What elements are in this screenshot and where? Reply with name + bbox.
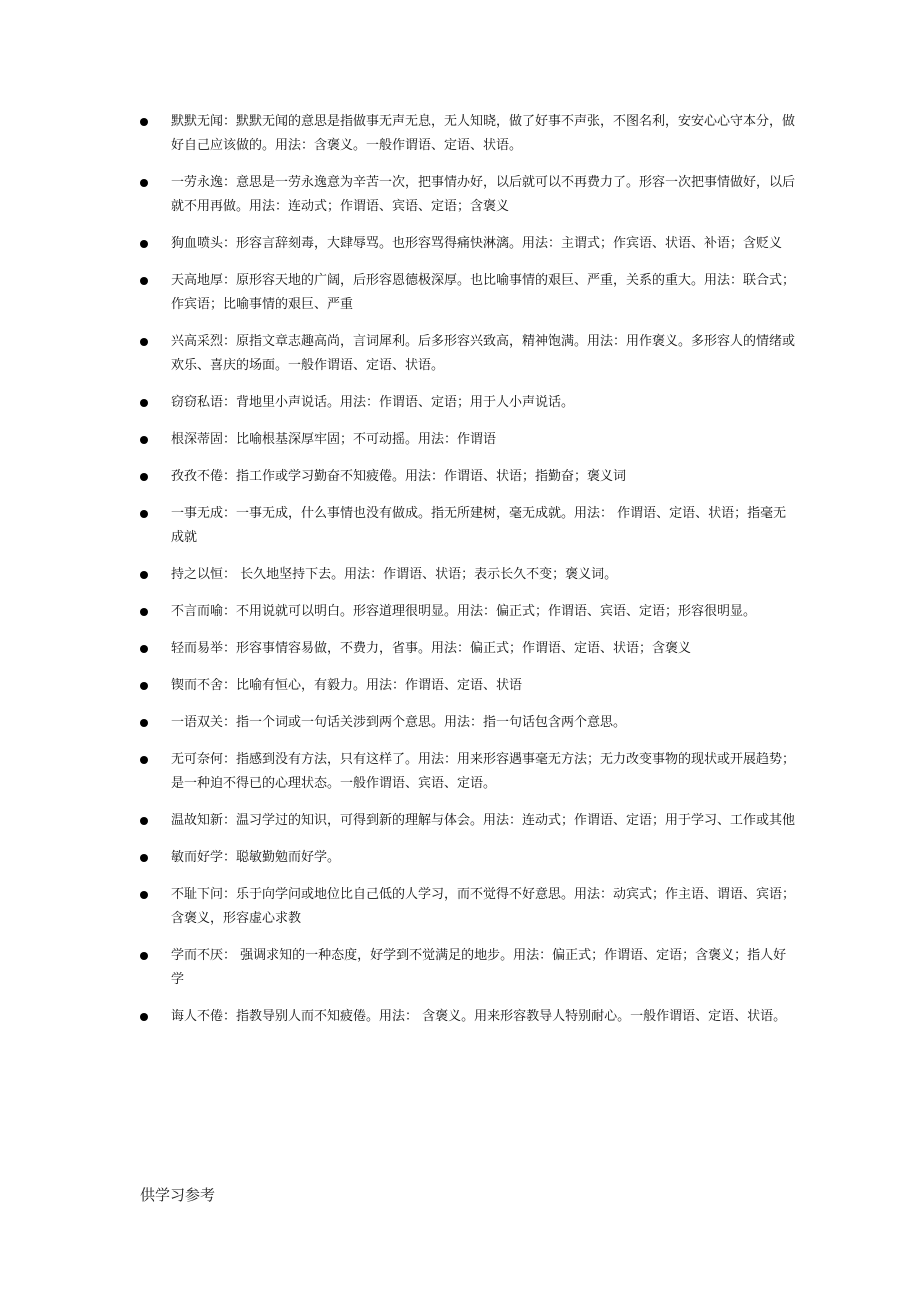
entry-text: 窃窃私语：背地里小声说话。用法：作谓语、定语；用于人小声说话。: [171, 395, 575, 410]
bullet-icon: [140, 510, 148, 518]
entry-text: 敏而好学：聪敏勤勉而好学。: [171, 850, 341, 865]
bullet-icon: [140, 118, 148, 126]
list-item: [138, 232, 798, 256]
bullet-icon: [140, 682, 148, 690]
bullet-icon: [140, 571, 148, 579]
list-item: [138, 269, 798, 317]
list-item: [138, 171, 798, 219]
bullet-icon: [140, 338, 148, 346]
list-item: [138, 391, 798, 415]
bullet-icon: [140, 436, 148, 444]
bullet-icon: [140, 854, 148, 862]
entry-text: 孜孜不倦：指工作或学习勤奋不知疲倦。用法：作谓语、状语；指勤奋；褒义词: [171, 469, 627, 484]
bullet-icon: [140, 756, 148, 764]
list-item: [138, 944, 798, 992]
entry-text: 温故知新：温习学过的知识，可得到新的理解与体会。用法：连动式；作谓语、定语；用于学习、工作或其他: [171, 813, 796, 828]
entry-text: 一劳永逸：意思是一劳永逸意为辛苦一次，把事情办好，以后就可以不再费力了。形容一次把事情做好，以后就不用再做。用法：连动式；作谓语、宾语、定语；含褒义: [171, 175, 796, 214]
entry-text: 学而不厌： 强调求知的一种态度，好学到不觉满足的地步。用法：偏正式；作谓语、定语；含褒义；指人好学: [171, 948, 787, 987]
entry-text: 持之以恒： 长久地坚持下去。用法：作谓语、状语；表示长久不变；褒义词。: [171, 567, 618, 582]
list-item: [138, 637, 798, 661]
list-item: [138, 883, 798, 931]
entry-text: 无可奈何：指感到没有方法，只有这样了。用法：用来形容遇事毫无方法；无力改变事物的现状或开展趋势；是一种迫不得已的心理状态。一般作谓语、宾语、定语。: [171, 752, 796, 791]
list-item: [138, 465, 798, 489]
entry-text: 一事无成：一事无成，什么事情也没有做成。指无所建树，毫无成就。用法： 作谓语、定语、状语；指毫无成就: [171, 506, 787, 545]
list-item: [138, 674, 798, 698]
list-item: [138, 110, 798, 158]
bullet-icon: [140, 473, 148, 481]
entry-text: 天高地厚：原形容天地的广阔，后形容恩德极深厚。也比喻事情的艰巨、严重，关系的重大。用法：联合式；作宾语；比喻事情的艰巨、严重: [171, 273, 796, 312]
page-footer: 供学习参考: [140, 1186, 216, 1204]
entry-text: 根深蒂固：比喻根基深厚牢固；不可动摇。用法：作谓语: [171, 432, 497, 447]
entry-text: 默默无闻：默默无闻的意思是指做事无声无息，无人知晓，做了好事不声张，不图名利，安安心心守本分，做好自己应该做的。用法：含褒义。一般作谓语、定语、状语。: [171, 114, 796, 153]
entry-text: 不耻下问：乐于向学问或地位比自己低的人学习，而不觉得不好意思。用法：动宾式；作主语、谓语、宾语；含褒义，形容虚心求教: [171, 887, 796, 926]
list-item: [138, 711, 798, 735]
list-item: [138, 748, 798, 796]
entry-text: 锲而不舍：比喻有恒心，有毅力。用法：作谓语、定语、状语: [171, 678, 523, 693]
bullet-icon: [140, 399, 148, 407]
entry-text: 一语双关：指一个词或一句话关涉到两个意思。用法：指一句话包含两个意思。: [171, 715, 627, 730]
bullet-icon: [140, 608, 148, 616]
entry-text: 轻而易举：形容事情容易做，不费力，省事。用法：偏正式；作谓语、定语、状语；含褒义: [171, 641, 692, 656]
bullet-icon: [140, 179, 148, 187]
entry-text: 兴高采烈：原指文章志趣高尚，言词犀利。后多形容兴致高，精神饱满。用法：用作褒义。多形容人的情绪或欢乐、喜庆的场面。一般作谓语、定语、状语。: [171, 334, 796, 373]
list-item: [138, 428, 798, 452]
entry-text: 不言而喻：不用说就可以明白。形容道理很明显。用法：偏正式；作谓语、宾语、定语；形容很明显。: [171, 604, 757, 619]
list-item: [138, 330, 798, 378]
bullet-icon: [140, 719, 148, 727]
bullet-icon: [140, 891, 148, 899]
list-item: [138, 1005, 798, 1029]
list-item: [138, 600, 798, 624]
list-item: [138, 846, 798, 870]
list-item: [138, 502, 798, 550]
bullet-icon: [140, 645, 148, 653]
idiom-list: [138, 110, 798, 1042]
bullet-icon: [140, 240, 148, 248]
bullet-icon: [140, 817, 148, 825]
entry-text: 狗血喷头：形容言辞刻毒，大肆辱骂。也形容骂得痛快淋漓。用法：主谓式；作宾语、状语、补语；含贬义: [171, 236, 783, 251]
bullet-icon: [140, 952, 148, 960]
list-item: [138, 809, 798, 833]
entry-text: 诲人不倦：指教导别人而不知疲倦。用法： 含褒义。用来形容教导人特别耐心。一般作谓语、定语、状语。: [171, 1009, 787, 1024]
bullet-icon: [140, 1013, 148, 1021]
list-item: [138, 563, 798, 587]
bullet-icon: [140, 277, 148, 285]
